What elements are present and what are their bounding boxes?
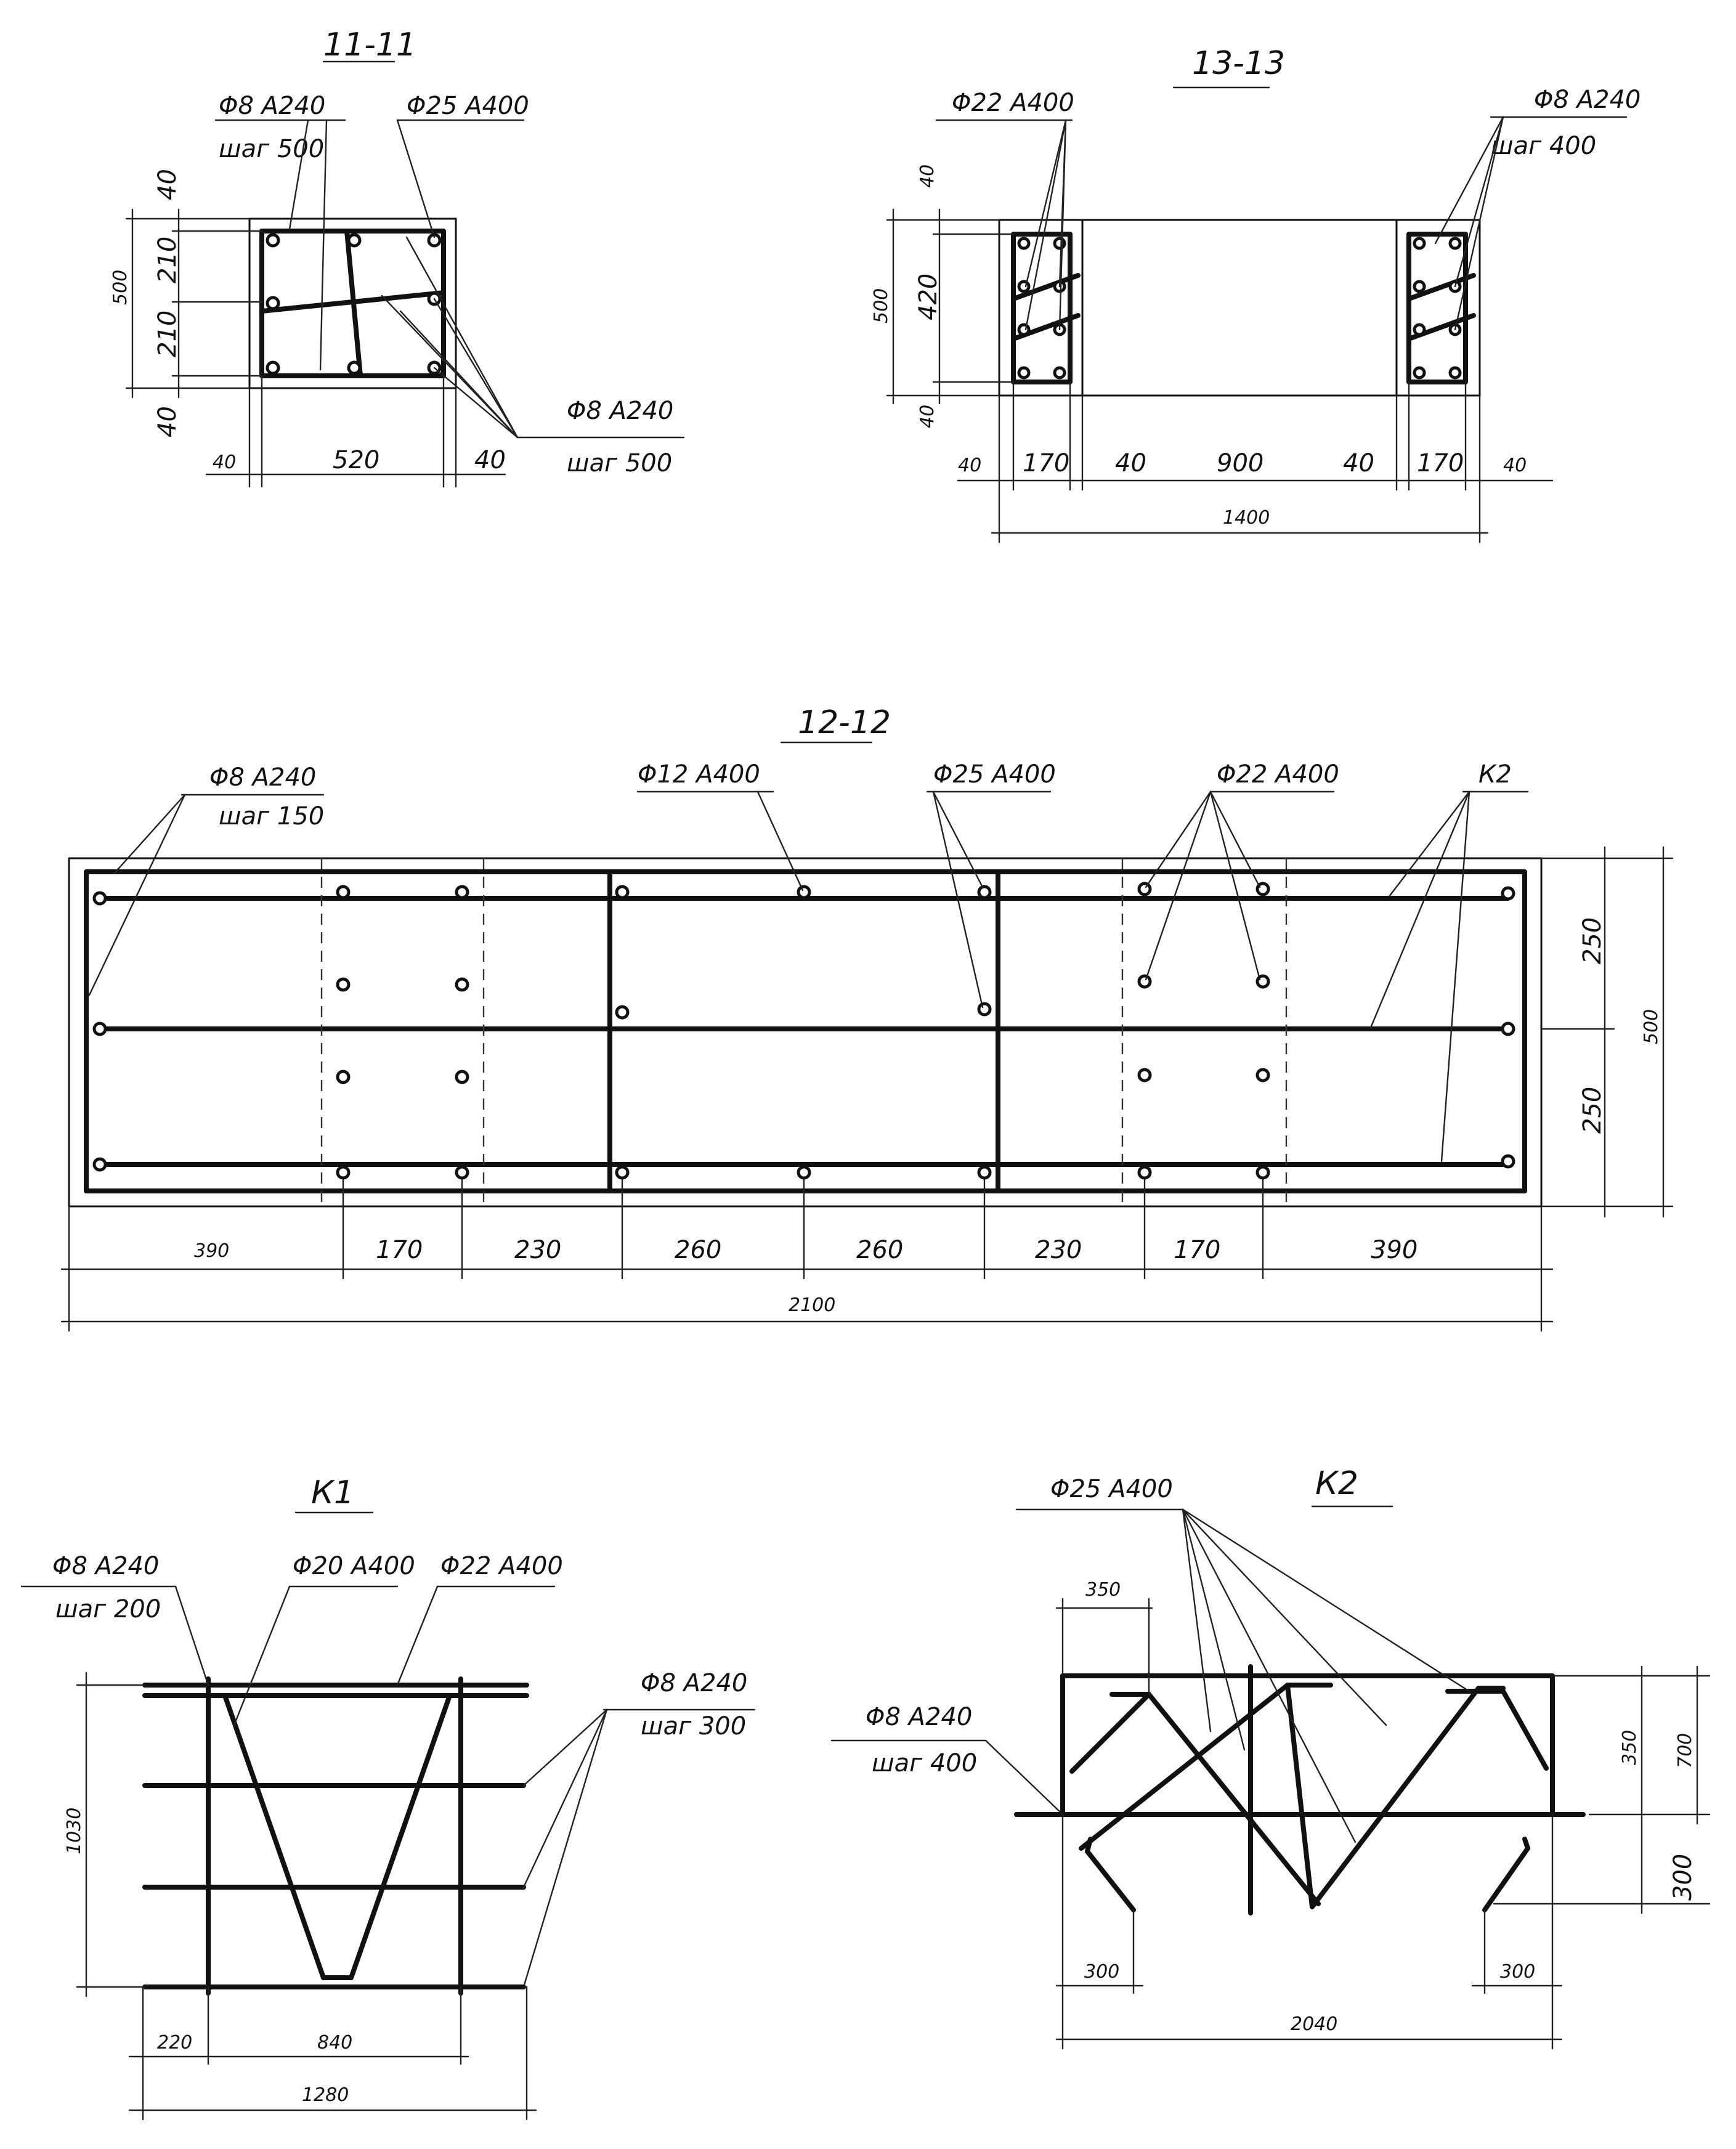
section-12-12 xyxy=(62,704,1673,1331)
section-13-dim-e: 40 xyxy=(1343,449,1374,477)
section-12-dim-h-top: 250 xyxy=(1578,917,1607,964)
cage-k2-dim-h2: 700 xyxy=(1674,1733,1696,1768)
section-13-dim-total-h: 500 xyxy=(870,288,892,323)
cage-k1-bar-step: шаг 300 xyxy=(641,1712,747,1741)
cage-k2-dim-right: 300 xyxy=(1500,1961,1536,1983)
section-12-bar xyxy=(1257,1167,1268,1178)
cage-k2-title: К2 xyxy=(1315,1465,1359,1502)
section-13-bar xyxy=(1019,325,1029,335)
section-12-bar xyxy=(94,893,105,904)
cage-k1-bar-label: Φ8 A240 xyxy=(641,1669,748,1697)
section-13-dim-a: 40 xyxy=(958,455,982,476)
section-13-dim-total-w: 1400 xyxy=(1223,507,1270,529)
cage-k2-bar-step: шаг 400 xyxy=(872,1749,978,1777)
section-13-bar xyxy=(1055,368,1065,378)
cage-k1-dim-mid: 840 xyxy=(317,2032,353,2054)
section-12-bar22-label: Φ22 A400 xyxy=(1217,760,1339,789)
section-11-dim-width: 520 xyxy=(333,446,380,474)
section-11-11 xyxy=(110,26,684,487)
section-11-dim-h1: 210 xyxy=(153,236,182,283)
section-12-dim-5: 260 xyxy=(856,1236,904,1264)
section-13-dim-cover-top: 40 xyxy=(917,164,938,188)
cage-k1-bent-bar xyxy=(197,1696,468,1978)
section-12-bar xyxy=(94,1159,105,1170)
section-12-bar xyxy=(456,887,468,898)
cage-k1-dim-left: 220 xyxy=(157,2032,193,2054)
section-11-stirrup-label: Φ8 A240 xyxy=(219,92,326,120)
section-12-bar xyxy=(798,1167,809,1178)
section-12-dim-1: 390 xyxy=(194,1240,230,1262)
section-13-bar xyxy=(1414,238,1424,248)
section-12-stirrup-step: шаг 150 xyxy=(219,802,325,831)
section-12-dim-total-w: 2100 xyxy=(789,1294,836,1316)
cage-k1-title: К1 xyxy=(311,1474,355,1511)
cage-k2-bar-d xyxy=(1288,1685,1503,1907)
section-13-dim-f: 170 xyxy=(1417,449,1464,477)
section-13-right-stirrup xyxy=(1409,234,1466,382)
section-11-dim-cover-top: 40 xyxy=(153,169,182,200)
section-13-bar xyxy=(1055,238,1065,248)
cage-k2 xyxy=(832,1465,1710,2049)
cage-k2-dim-h1: 350 xyxy=(1619,1729,1641,1765)
section-12-stirrup-label: Φ8 A240 xyxy=(209,763,317,792)
section-11-main-bar-label: Φ25 A400 xyxy=(407,92,529,120)
section-12-dim-h-bot: 250 xyxy=(1578,1086,1607,1134)
section-11-bar xyxy=(349,362,360,373)
cage-k2-main-bar-label: Φ25 A400 xyxy=(1050,1475,1173,1503)
section-11-bar xyxy=(267,235,278,246)
section-13-dim-inner-h: 420 xyxy=(914,273,943,320)
section-11-bar xyxy=(349,235,360,246)
section-13-dim-c: 40 xyxy=(1115,449,1146,477)
section-12-bar xyxy=(1139,1167,1150,1178)
section-12-bar xyxy=(617,887,628,898)
section-12-bar xyxy=(338,887,349,898)
cage-k2-dim-h3: 300 xyxy=(1669,1853,1697,1901)
section-13-bar xyxy=(1450,368,1460,378)
section-13-bar xyxy=(1019,238,1029,248)
section-12-bar xyxy=(338,1071,349,1083)
section-13-dim-d: 900 xyxy=(1217,449,1264,477)
section-12-title: 12-12 xyxy=(798,704,891,741)
section-12-cage-label: К2 xyxy=(1478,760,1512,789)
section-12-bar xyxy=(456,1071,468,1083)
section-13-stirrup-label: Φ8 A240 xyxy=(1534,86,1641,114)
section-13-bar xyxy=(1019,368,1029,378)
section-13-bar xyxy=(1414,282,1424,291)
section-12-bar xyxy=(94,1023,105,1034)
section-11-title: 11-11 xyxy=(323,26,417,63)
section-13-dim-b: 170 xyxy=(1023,449,1070,477)
section-12-bar xyxy=(338,1167,349,1178)
section-12-dim-8: 390 xyxy=(1371,1236,1418,1264)
cage-k2-dim-total: 2040 xyxy=(1291,2013,1338,2035)
cage-k1-bent-bar-label: Φ20 A400 xyxy=(293,1552,415,1580)
section-11-stirrup-step: шаг 500 xyxy=(219,135,325,163)
cage-k2-bar-g xyxy=(1485,1839,1528,1910)
section-12-bar xyxy=(456,1167,468,1178)
section-11-dim-h2: 210 xyxy=(153,310,182,357)
section-11-dim-total-h: 500 xyxy=(110,269,131,305)
section-11-bar xyxy=(267,362,278,373)
section-12-dim-4: 260 xyxy=(675,1236,722,1264)
section-12-bar xyxy=(1139,884,1150,895)
section-13-bar xyxy=(1414,325,1424,335)
cage-k1 xyxy=(22,1474,755,2119)
section-13-title: 13-13 xyxy=(1192,45,1286,82)
cage-k2-bar-a xyxy=(1072,1694,1149,1771)
cage-k1-stirrup-label: Φ8 A240 xyxy=(52,1552,160,1580)
section-11-tie-label: Φ8 A240 xyxy=(567,397,674,425)
section-12-bar xyxy=(338,979,349,990)
section-11-dim-right: 40 xyxy=(474,446,506,474)
cage-k1-top-bar-label: Φ22 A400 xyxy=(440,1552,563,1580)
cage-k1-dim-total: 1280 xyxy=(302,2084,349,2106)
section-12-bar xyxy=(1139,976,1150,987)
section-12-bar xyxy=(798,887,809,898)
cage-k2-bar-e xyxy=(1448,1691,1546,1768)
section-11-bar xyxy=(267,298,278,309)
section-13-13 xyxy=(870,45,1641,542)
section-11-dim-cover-bot: 40 xyxy=(153,406,182,437)
section-13-bar xyxy=(1019,282,1029,291)
section-13-dim-g: 40 xyxy=(1503,455,1527,476)
section-12-bar xyxy=(617,1007,628,1018)
section-12-bar xyxy=(617,1167,628,1178)
section-12-bar xyxy=(456,979,468,990)
section-12-bar xyxy=(1503,1156,1514,1167)
section-12-bar12-label: Φ12 A400 xyxy=(638,760,760,789)
cage-k2-bar-f xyxy=(1087,1839,1134,1910)
section-12-dim-2: 170 xyxy=(376,1236,423,1264)
section-13-dim-cover-bot: 40 xyxy=(917,404,938,428)
section-12-dim-total-h: 500 xyxy=(1641,1009,1662,1044)
section-12-bar xyxy=(1503,1023,1514,1034)
section-12-bar xyxy=(979,1167,990,1178)
section-13-main-bar-label: Φ22 A400 xyxy=(952,89,1074,117)
section-12-bar xyxy=(1139,1070,1150,1081)
cage-k2-dim-top-off: 350 xyxy=(1085,1579,1121,1601)
section-12-dim-7: 170 xyxy=(1174,1236,1221,1264)
cage-k1-stirrup-step: шаг 200 xyxy=(55,1595,161,1623)
section-12-bar xyxy=(979,1004,990,1015)
section-12-bar xyxy=(1257,1070,1268,1081)
section-12-dim-6: 230 xyxy=(1035,1236,1082,1264)
section-12-bar xyxy=(979,887,990,898)
section-11-tie-step: шаг 500 xyxy=(567,449,673,477)
cage-k2-bar-label: Φ8 A240 xyxy=(866,1703,973,1731)
section-13-bar xyxy=(1450,238,1460,248)
section-12-bar25-label: Φ25 A400 xyxy=(933,760,1056,789)
section-12-outline xyxy=(69,858,1541,1206)
section-12-dim-3: 230 xyxy=(514,1236,562,1264)
section-12-bar xyxy=(1503,888,1514,899)
cage-k2-dim-left: 300 xyxy=(1084,1961,1120,1983)
section-11-dim-left: 40 xyxy=(213,452,237,473)
cage-k1-dim-height: 1030 xyxy=(63,1807,85,1854)
section-13-bar xyxy=(1414,368,1424,378)
section-13-stirrup-step: шаг 400 xyxy=(1491,132,1597,160)
